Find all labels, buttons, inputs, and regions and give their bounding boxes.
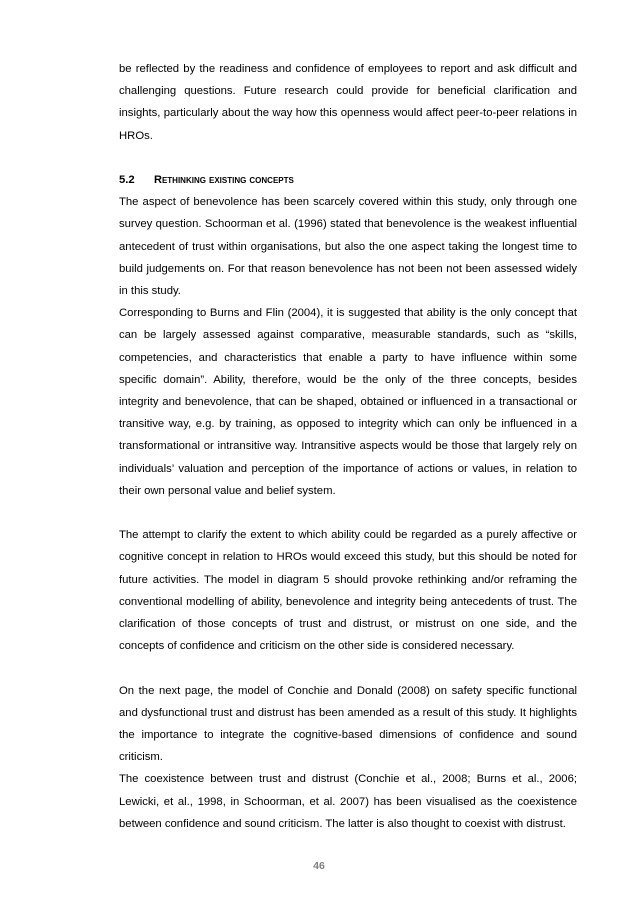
page-content <box>119 58 577 835</box>
section-title: Rethinking existing concepts <box>154 174 294 186</box>
section-number: 5.2 <box>119 174 135 186</box>
paragraph-benevolence: The aspect of benevolence has been scarcely covered within this study, only through one survey question. Schoorman et al. (1996) stated that benevolence is the weakest influential antecedent of trust within organisations, but also the one aspect taking the longest time to build judgements on. For that reason benevolence has not been not been assessed widely in this study. <box>119 196 577 297</box>
paragraph-affective-cognitive: The attempt to clarify the extent to which ability could be regarded as a purely affective or cognitive concept in relation to HROs would exceed this study, but this should be noted for future activities. The model in diagram 5 should provoke rethinking and/or reframing the conventional modelling of ability, benevolence and integrity being antecedents of trust. The clarification of those concepts of trust and distrust, or mistrust on one side, and the concepts of confidence and criticism on the other side is considered necessary. <box>119 529 577 653</box>
paragraph-spacer <box>119 657 577 679</box>
paragraph-next-page-model: On the next page, the model of Conchie and Donald (2008) on safety specific functional and dysfunctional trust and distrust has been amended as a result of this study. It highlights the importance to integrate the cognitive-based dimensions of confidence and sound criticism. <box>119 684 577 764</box>
paragraph-coexistence: The coexistence between trust and distrust (Conchie et al., 2008; Burns et al., 2006; Lewicki, et al., 1998, in Schoorman, et al. 2007) has been visualised as the coexistence between confidence and sound criticism. The latter is also thought to coexist with distrust. <box>119 773 577 830</box>
page-number: 46 <box>313 860 325 872</box>
paragraph-continuation: be reflected by the readiness and confidence of employees to report and ask difficult and challenging questions. Future research could provide for beneficial clarification and insights, particularly about the way how this openness would affect peer-to-peer relations in HROs. <box>119 63 577 142</box>
section-heading <box>119 169 577 191</box>
paragraph-spacer <box>119 147 577 169</box>
paragraph-spacer <box>119 502 577 524</box>
paragraph-ability: Corresponding to Burns and Flin (2004), it is suggested that ability is the only concept that can be largely assessed against comparative, measurable standards, such as “skills, competencies, and characteristics that enable a party to have influence within some specific domain”. Ability, therefore, would be the only of the three concepts, besides integrity and benevolence, that can be shaped, obtained or influenced in a transactional or transitive way, e.g. by training, as opposed to integrity which can only be influenced in a transformational or intransitive way. Intransitive aspects would be those that largely rely on individuals’ valuation and perception of the importance of actions or values, in relation to their own personal value and belief system. <box>119 307 577 497</box>
